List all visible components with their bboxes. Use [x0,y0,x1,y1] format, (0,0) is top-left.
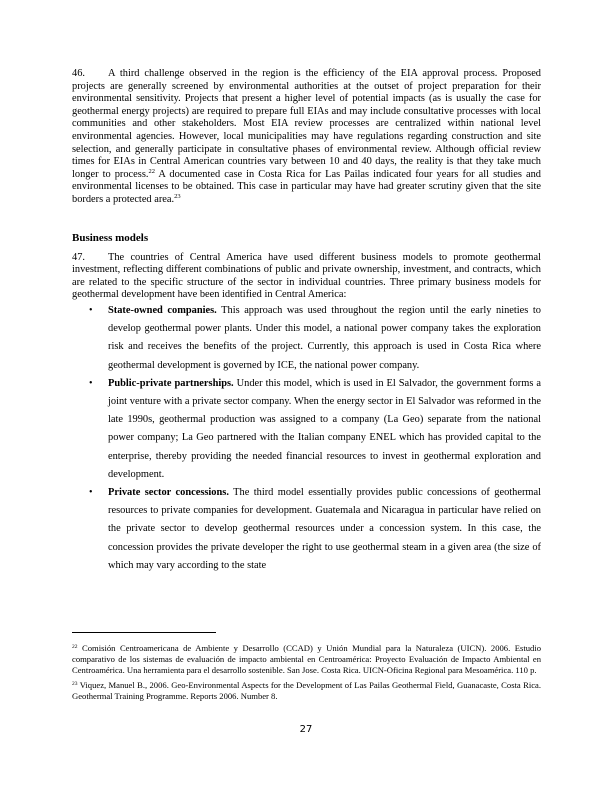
footnote-ref-22[interactable]: 22 [148,167,155,175]
footnote-mark: 22 [72,644,78,650]
list-item-lead: Public-private partnerships. [108,377,234,389]
paragraph-46 [72,68,541,207]
list-item-text: This approach was used throughout the region until the early nineties to develop geothermal power plants. Under this model, a national power company takes the exploration risk and receives the benefits of the project. Currently, this approach is used in Costa Rica where geothermal development is governed by ICE, the national power company. [108,304,541,371]
list-item-lead: State-owned companies. [108,304,217,316]
bullet-icon: • [89,486,93,498]
business-models-list [72,302,541,575]
paragraph-47 [72,252,541,302]
paragraph-text: The countries of Central America have used different business models to promote geothermal investment, reflecting different combinations of public and private ownership, investment, and contracts, which are related to the specific structure of the sector in individual countries. Three primary business models for geothermal development have been identified in Central America: [72,251,541,301]
list-item-lead: Private sector concessions. [108,486,229,498]
list-item [72,302,541,375]
list-item [72,484,541,575]
footnote-23 [72,680,541,702]
list-item [72,375,541,484]
footnote-22 [72,643,541,675]
paragraph-number: 46. [72,68,85,79]
bullet-icon: • [89,304,93,316]
list-item-text: Under this model, which is used in El Salvador, the government forms a joint venture with a private sector company. When the energy sector in El Salvador was reformed in the late 1990s, geothermal production was assigned to a company (La Geo) separate from the national power company; La Geo partnered with the Italian company ENEL which has provided capital to the enterprise, thereby providing the needed financial resources to invest in geothermal exploration and development. [108,377,541,480]
paragraph-number: 47. [72,251,85,263]
paragraph-text: A documented case in Costa Rica for Las Pailas indicated four years for all studies and environmental licenses to be obtained. This case in particular may have had greater scrutiny given that the site borders a protected area. [72,168,541,205]
paragraph-text: A third challenge observed in the region is the efficiency of the EIA approval process. Proposed projects are generally screened by environmental authorities at the outset of project preparation for their environmental sensitivity. Projects that present a higher level of potential impacts (as is usually the case for geothermal energy projects) are required to prepare full EIAs and may include consultative processes with local communities and other stakeholders. Most EIA review processes are centralized within national level environmental agencies. However, local municipalities may have regulations regarding construction and site selection, and generally participate in consultative phases of environmental review. Although official review times for EIAs in Central American countries vary between 10 and 40 days, the reality is that they take much longer to process. [72,68,541,180]
bullet-icon: • [89,377,93,389]
footnote-text: Viquez, Manuel B., 2006. Geo-Environmental Aspects for the Development of Las Pailas Geothermal Field, Guanacaste, Costa Rica. Geothermal Training Programme. Reports 2006. Number 8. [72,680,541,702]
footnote-text: Comisión Centroamericana de Ambiente y Desarrollo (CCAD) y Unión Mundial para la Naturaleza (UICN). 2006. Estudio comparativo de los sistemas de evaluación de impacto ambiental en Centroamérica: Proyecto Evaluación de Impacto Ambiental en Centroamérica. Una herramienta para el desarrollo sostenible. San Jose. Costa Rica. UICN-Oficina Regional para Mesoamérica. 110 p. [72,643,541,675]
footnote-ref-23[interactable]: 23 [174,192,181,200]
section-heading: Business models [72,231,149,244]
page-body [72,68,541,575]
footnotes [72,643,541,707]
page-number: 27 [299,724,313,735]
list-item-text: The third model essentially provides public concessions of geothermal resources to private companies for development. Guatemala and Nicaragua in particular have relied on the private sector to develop geothermal resources under a concession system. In this case, the concession provides the private developer the right to use geothermal steam in a given area (the size of which may vary according to the state [108,486,541,571]
footnote-separator [72,632,216,633]
footnote-mark: 23 [72,681,78,688]
